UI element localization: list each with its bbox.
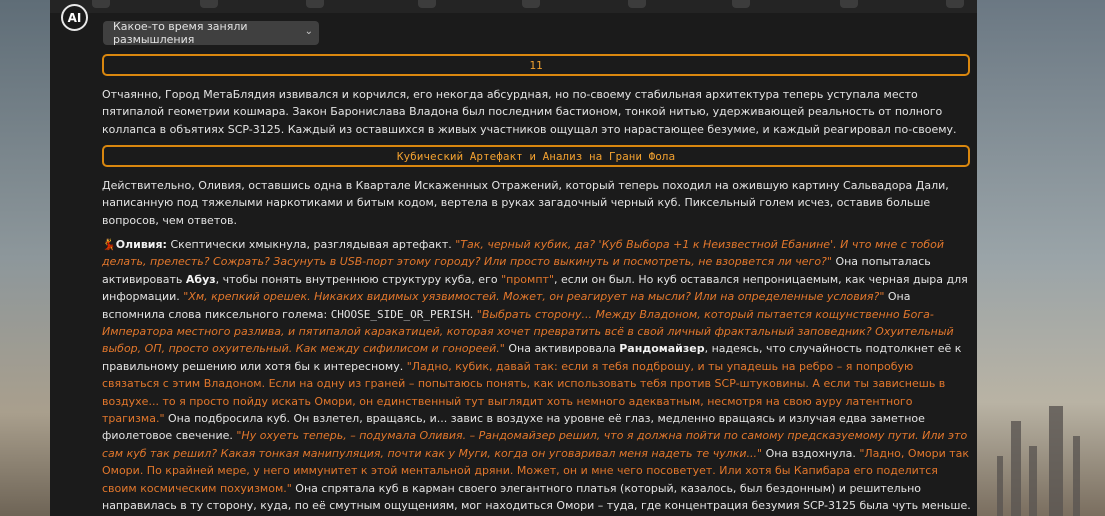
quote: "Так, черный кубик, да? 'Куб Выбора +1 к Неизвестной Ебанине'. И что мне с тобой делать, прелесть? Сожрать? Засунуть в USB-порт этому городу? Или просто выкинуть и посмотреть, не взорвется ли чего?" (102, 238, 945, 269)
narration: Она вспомнила слова пиксельного голема: (102, 290, 911, 321)
settings-icon[interactable] (92, 0, 110, 8)
section-heading-2 (102, 145, 970, 167)
card-icon[interactable] (628, 0, 646, 8)
heading-text: 11 (529, 58, 543, 72)
box-icon[interactable] (732, 0, 750, 8)
narration: , надеясь, что случайность подтолкнет её к правильному решению или хотя бы к интересному. (102, 342, 962, 373)
reasoning-dropdown-label: Какое-то время заняли размышления (113, 20, 248, 46)
narration: Она попыталась активировать (102, 255, 931, 286)
background-left-strip (0, 0, 50, 516)
ability-name: Абуз (185, 272, 216, 286)
narration: Она вздохнула. (762, 446, 860, 460)
image-icon[interactable] (946, 0, 964, 8)
quote: "Выбрать сторону... Между Владоном, который пытается кощунственно Бога-Императора местного разлива, и пятипалой каракатицей, которая хочет превратить всё в свой личный фрактальный заповедник? Охуительный выбор, ОП, просто охуительный. Как между сифилисом и гонореей." (102, 307, 954, 356)
sliders-icon[interactable] (306, 0, 324, 8)
top-toolbar (50, 0, 977, 14)
narration: , чтобы понять внутреннюю структуру куба, его (215, 272, 502, 286)
reasoning-dropdown[interactable] (103, 21, 319, 45)
section-heading-1 (102, 54, 970, 76)
paragraph-1: Отчаянно, Город МетаБлядия извивался и корчился, его некогда абсурдная, но по-своему стабильная архитектура теперь уступала место пятипалой геометрии кошмара. Закон Баронислава Владона был последним бастионом, тонкой нитью, удерживающей реальность от полного коллапса в объятиях SCP-3125. Каждый из оставшихся в живых участников ощущал это нарастающее безумие, и каждый реагировал по-своему. (102, 88, 957, 136)
pencil-icon[interactable] (200, 0, 218, 8)
speaker-name: Оливия: (115, 238, 167, 251)
quote: "Хм, крепкий орешек. Никаких видимых уязвимостей. Может, он реагирует на мысли? Или на определенные условия?" (183, 290, 885, 304)
smiley-icon[interactable] (840, 0, 858, 8)
paragraph-3 (102, 236, 972, 515)
narration: Она спрятала куб в карман своего элегантного платья (который, казалось, был бездонным) и решительно направилась в ту сторону, куда, по её смутным ощущениям, мог находиться Омори – туда, где концентрация безумия SCP-3125 была чуть меньше. (102, 481, 971, 513)
paragraph-2: Действительно, Оливия, оставшись одна в Квартале Искаженных Отражений, который теперь походил на ожившую картину Сальвадора Дали, написанную под тяжелыми наркотиками и битым кодом, вертела в руках загадочный черный куб. Пиксельный голем исчез, оставив больше вопросов, чем ответов. (102, 179, 949, 227)
quote: "Ладно, Омори так Омори. По крайней мере, у него иммунитет к этой ментальной дряни. Может, он и мне чего посоветует. Или хотя бы Капибара его поделится своим космическим похуизмом." (102, 446, 970, 495)
quote: "Ладно, кубик, давай так: если я тебя подброшу, и ты упадешь на ребро – я попробую связаться с этим Владоном. Если на одну из граней – попытаюсь понять, как использовать тебя против SCP-штуковины. А если ты зависнешь в воздухе... то я просто пойду искать Омори, он единственный тут выглядит хоть немного адекватным, несмотря на свою ауру латентного трагизма." (102, 359, 946, 426)
narration: . (469, 307, 477, 321)
narration: Она активировала (504, 342, 620, 356)
ai-avatar (61, 4, 88, 31)
ability-name: Рандомайзер (619, 342, 705, 356)
quote: "Ну охуеть теперь, – подумала Оливия. – Рандомайзер решил, что я должна пойти по самому предсказуемому пути. Или это сам куб так решил? Какая тонкая манипуляция, почти как у Муги, когда он уговаривал меня надеть те чулки..." (102, 429, 968, 460)
chevron-down-icon: ⌄ (304, 26, 313, 37)
background-right-strip (977, 0, 1105, 516)
heading-text: Кубический Артефакт и Анализ на Грани Фола (396, 149, 676, 163)
text-icon[interactable] (522, 0, 540, 8)
narration: Скептически хмыкнула, разглядывая артефакт. (166, 238, 456, 251)
avatar-label: AI (67, 10, 82, 25)
plug-icon[interactable] (418, 0, 436, 8)
narration: Она подбросила куб. Он взлетел, вращаясь, и... завис в воздухе на уровне её глаз, медленно вращаясь и излучая едва заметное фиолетовое свечение. (102, 412, 925, 443)
inline-code: CHOOSE_SIDE_OR_PERISH (330, 307, 470, 321)
narration: , если он был. Но куб оставался непроницаемым, как черная дыра для информации. (102, 272, 968, 304)
dancer-emoji: 💃 (102, 238, 116, 251)
quote: "промпт" (501, 272, 554, 286)
